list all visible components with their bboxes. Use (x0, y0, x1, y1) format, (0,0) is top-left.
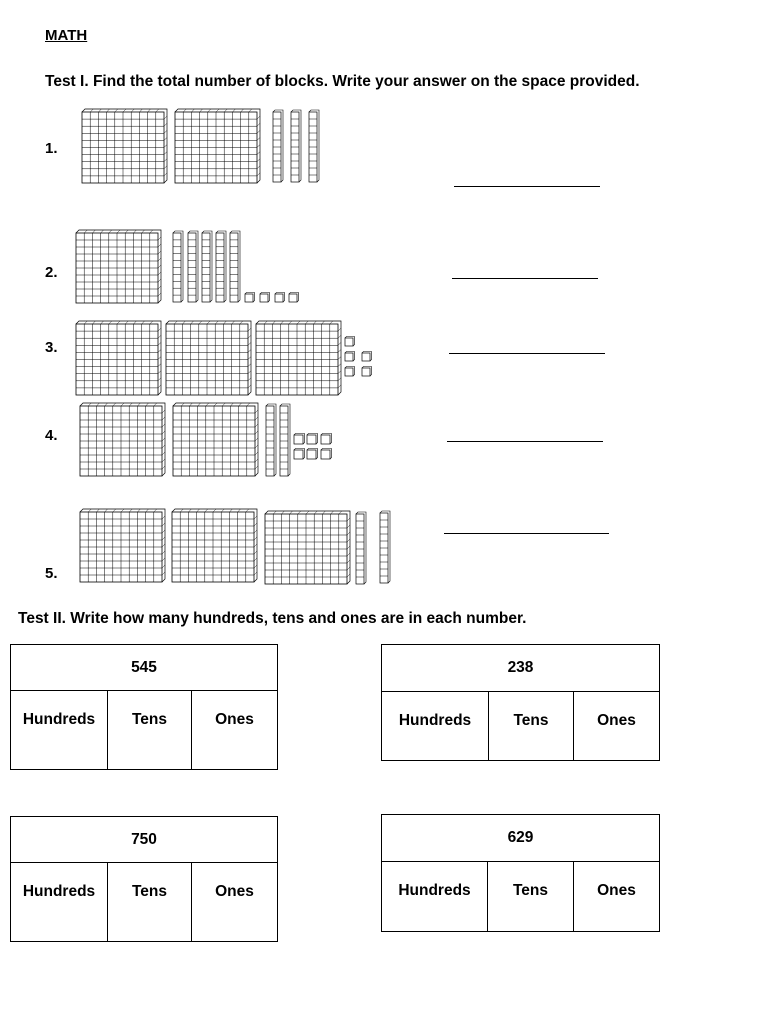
one-cube (294, 434, 305, 445)
hundred-flat (76, 321, 161, 395)
ones-cell[interactable]: Ones (192, 691, 278, 770)
tens-cell[interactable]: Tens (108, 691, 192, 770)
ten-rod (291, 110, 301, 182)
hundred-flat (173, 403, 258, 476)
place-value-table (10, 816, 278, 942)
ten-rod (266, 404, 276, 476)
question-number: 1. (45, 140, 58, 157)
question-3-blocks (76, 321, 372, 395)
ten-rod (202, 231, 212, 302)
hundred-flat (175, 109, 260, 183)
ten-rod (309, 110, 319, 182)
hundred-flat (80, 403, 165, 476)
one-cube (260, 293, 270, 303)
hundreds-cell[interactable]: Hundreds (11, 691, 108, 770)
hundreds-cell[interactable]: Hundreds (382, 862, 488, 932)
one-cube (294, 449, 305, 460)
table-number: 238 (382, 645, 660, 692)
tens-cell[interactable]: Tens (489, 692, 574, 761)
one-cube (245, 293, 255, 303)
hundred-flat (256, 321, 341, 395)
one-cube (362, 352, 372, 362)
hundred-flat (76, 230, 161, 303)
one-cube (362, 367, 372, 377)
answer-line[interactable] (444, 533, 609, 534)
page-title: MATH (45, 27, 88, 44)
one-cube (321, 434, 332, 445)
ten-rod (356, 512, 366, 584)
tens-cell[interactable]: Tens (108, 863, 192, 942)
hundred-flat (82, 109, 167, 183)
answer-line[interactable] (449, 353, 605, 354)
question-2-blocks (76, 230, 299, 303)
one-cube (345, 367, 355, 377)
question-number: 5. (45, 565, 58, 582)
ten-rod (230, 231, 240, 302)
question-5-blocks (80, 509, 390, 584)
place-value-table (381, 644, 660, 761)
hundreds-cell[interactable]: Hundreds (382, 692, 489, 761)
hundred-flat (80, 509, 165, 582)
tens-cell[interactable]: Tens (488, 862, 574, 932)
ones-cell[interactable]: Ones (574, 692, 660, 761)
question-4-blocks (80, 403, 332, 476)
place-value-table (10, 644, 278, 770)
question-1-blocks (82, 109, 319, 183)
table-number: 545 (11, 645, 278, 691)
place-value-table (381, 814, 660, 932)
ten-rod (188, 231, 198, 302)
ones-cell[interactable]: Ones (192, 863, 278, 942)
one-cube (345, 352, 355, 362)
hundred-flat (172, 509, 257, 582)
answer-line[interactable] (452, 278, 598, 279)
ten-rod (380, 511, 390, 583)
ten-rod (173, 231, 183, 302)
one-cube (289, 293, 299, 303)
ten-rod (216, 231, 226, 302)
answer-line[interactable] (454, 186, 600, 187)
ten-rod (280, 404, 290, 476)
hundred-flat (166, 321, 251, 395)
ones-cell[interactable]: Ones (574, 862, 660, 932)
test2-heading: Test II. Write how many hundreds, tens and ones are in each number. (18, 610, 527, 627)
one-cube (307, 434, 318, 445)
hundreds-cell[interactable]: Hundreds (11, 863, 108, 942)
question-number: 3. (45, 339, 58, 356)
ten-rod (273, 110, 283, 182)
one-cube (345, 337, 355, 347)
table-number: 629 (382, 815, 660, 862)
test1-heading: Test I. Find the total number of blocks. Write your answer on the space provided. (45, 73, 640, 90)
one-cube (321, 449, 332, 460)
question-number: 2. (45, 264, 58, 281)
question-number: 4. (45, 427, 58, 444)
answer-line[interactable] (447, 441, 603, 442)
hundred-flat (265, 511, 350, 584)
one-cube (307, 449, 318, 460)
one-cube (275, 293, 285, 303)
table-number: 750 (11, 817, 278, 863)
